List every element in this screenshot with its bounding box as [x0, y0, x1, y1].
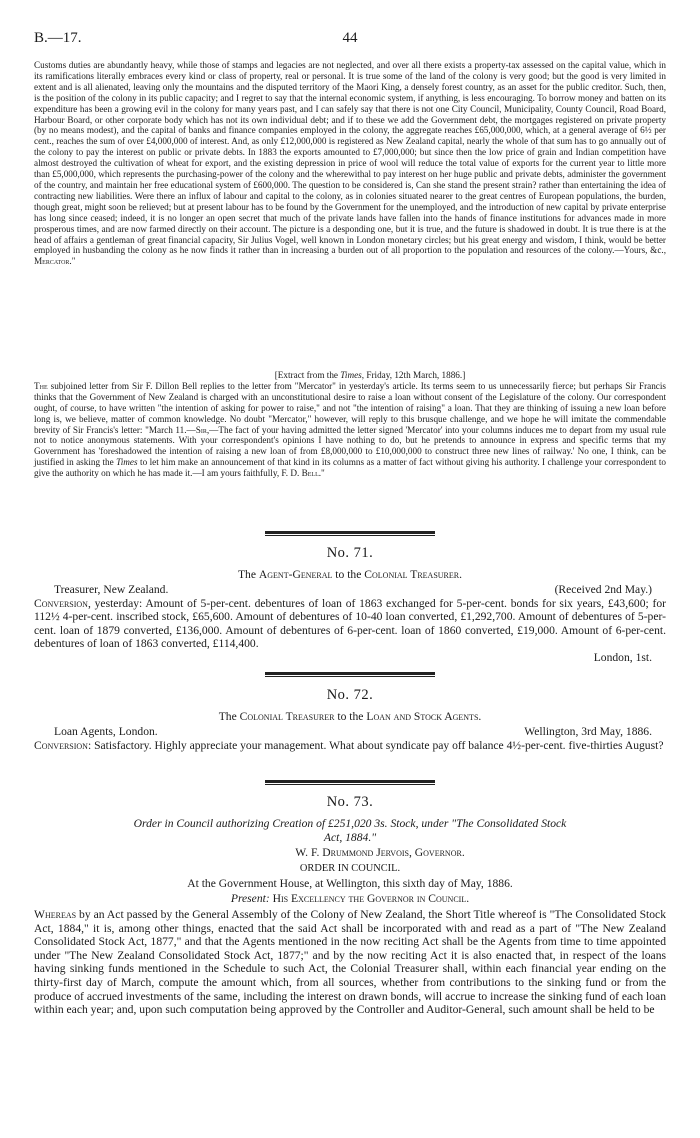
order-title: Order in Council authorizing Creation of £251,020 3s. Stock, under "The Consolidated Stock Act, 1884.": [133, 817, 567, 844]
section-divider: [265, 780, 435, 783]
letter-71-body: [34, 583, 666, 665]
governor-name: W. F. Drummond Jervois, Governor.: [295, 846, 465, 859]
section-divider: [265, 672, 435, 675]
order-present: Present: His Excellency the Governor in Council.: [230, 892, 470, 905]
order-in-council-heading: ORDER IN COUNCIL.: [299, 863, 401, 874]
letter-71-heading: The Agent-General to the Colonial Treasurer.: [237, 568, 463, 581]
letter-72-text: Conversion: Satisfactory. Highly appreciate your management. What about syndicate pay off balance 4½-per-cent. five-thirties August?: [34, 738, 664, 752]
times-paragraph: The subjoined letter from Sir F. Dillon Bell replies to the letter from "Mercator" in yesterday's article. Its terms seem to us unnecessarily fierce; but perhaps Sir Francis thinks that the Government of New Zealand is charged with an unconstitutional desire to raise a loan without consent of the Legislature of the colony. Our correspondent ought, of course, to have written "the intention of asking for power to raise," and not "the intention of raising" a loan. That they are thinking of issuing a new loan before long is, we believe, matter of common knowledge. No doubt "Mercator," however, will reply to this brusque challenge, and we hope he will imitate the commendable brevity of Sir Francis's letter: "March 11.—Sir,—The fact of your having admitted the letter signed 'Mercator' into your columns induces me to depart from my usual rule not to notice anonymous statements. With your correspondent's opinions I have nothing to do, but he pretends to announce in express and specific terms that my Government has 'foreshadowed the intention of raising a new loan of from £8,000,000 to £10,000,000 to construct three new lines of railway.' No one, I think, can be justified in asking the Times to let him make an announcement of that kind in its columns as a matter of fact without giving his authority. I challenge your correspondent to give the authority on which he has made it.—I am yours faithfully, F. D. Bell.": [34, 380, 666, 479]
letter-72-heading: The Colonial Treasurer to the Loan and Stock Agents.: [218, 710, 482, 723]
mercator-letter: [34, 60, 666, 267]
letter-72-date: Wellington, 3rd May, 1886.: [524, 725, 652, 738]
times-source-line: [Extract from the Times, Friday, 12th March, 1886.]: [274, 370, 466, 380]
mercator-paragraph: Customs duties are abundantly heavy, while those of stamps and legacies are not neglected, and over all there exists a property-tax assessed on the capital value, which in its ramifications literally embraces every kind or class of property, real or personal. It is true some of the land of the colony is very good; but the good is very limited in extent and is all alienated, leaving only the mountains and the disputed territory of the Maori King, a densely forest country, as an asset for the public creditor. Such, then, is the position of the colony in its public capacity; and I regret to say that the internal economic system, if anything, is less encouraging. To borrow money and batten on its expenditure has been a growing evil in the colony for many years past, and I can safely say that there is not one City Council, Municipality, County Council, Road Board, Harbour Board, or other corporate body which has not its own individual debt; and if to these we add the Government debt, the mortgages registered on private property (by no means modest), and the capital of banks and finance companies employed in the colony, the aggregate reaches £65,000,000, which, at a general average of 6½ per cent., reaches the sum of over £4,000,000 of interest. And, as only £12,000,000 is registered as New Zealand capital, nearly the whole of that sum has to go annually out of the colony to pay the interest on public or private debts. In 1883 the exports amounted to £7,000,000; but since then the low price of grain and Indian competition have almost destroyed the cultivation of wheat for export, and the existing depression in price of wool will reduce the total value of exports for the current year to little more than £5,000,000, which represents the purchasing-power of the colony and the wherewithal to pay interest on her huge public and private debts, administer the government of the country, and maintain her free educational system of £600,000. The question to be considered is, Can she stand the present strain? rather than entertaining the idea of contracting new liabilities. Were there an influx of labour and capital to the colony, as in colonies situated nearer to the great centres of European populations, the burden, though great, might soon be relieved; but at present labour has to be found by the Government for the unemployed, and the introduction of new capital by private enterprise has long since ceased; indeed, it is no longer an open secret that much of the private lands have fallen into the hands of finance institutions for advances made in more prosperous times, and are now farmed directly on their account. The picture is a desponding one, but it is true, and the future is shadowed in doubt. It is true there is at the head of affairs a gentleman of great financial capacity, Sir Julius Vogel, well known in London monetary circles; but his great energy and wisdom, I think, would be better employed in husbanding the colony as he now finds it rather than in increasing a burden out of all proportion to the population and resources of the colony.—Yours, &c., Mercator.": [34, 60, 666, 267]
page-header: [34, 30, 666, 52]
section-divider: [265, 531, 435, 534]
letter-number-71: No. 71.: [326, 545, 374, 561]
document-reference: B.—17.: [34, 30, 82, 46]
letter-71-text: Conversion, yesterday: Amount of 5-per-cent. debentures of loan of 1863 exchanged for 5-per-cent. bonds for six years, £43,600; for 112½ 4-per-cent. inscribed stock, £65,600. Amount of debentures of 10-40 loan converted, £1,292,700. Amount of debentures of 5-per-cent. loan of 1879 converted, £136,000. Amount of debentures of 6-per-cent. loan of 1860 converted, £19,000. Amount of 6-per-cent. debentures of loan of 1863 converted, £114,400.: [34, 596, 666, 651]
letter-71-received: (Received 2nd May.): [554, 583, 652, 596]
page-number: 44: [342, 30, 358, 46]
letter-72-addressee: Loan Agents, London.: [54, 725, 158, 738]
order-body: [34, 908, 666, 1017]
times-extract: [34, 370, 666, 479]
letter-71-signoff: London, 1st.: [593, 650, 652, 664]
letter-number-73: No. 73.: [326, 794, 374, 810]
letter-number-72: No. 72.: [326, 687, 374, 703]
mercator-signature: Mercator.: [34, 256, 72, 267]
order-whereas-paragraph: Whereas by an Act passed by the General Assembly of the Colony of New Zealand, the Short Title whereof is "The Consolidated Stock Act, 1884," it is, among other things, enacted that the said Act shall be incorporated with and read as a part of "The New Zealand Consolidated Stock Act, 1877," and that the Agents mentioned in the now reciting Act shall be the Agents from time to time appointed under "The New Zealand Consolidated Stock Act, 1877;" and by the now reciting Act it is also enacted that, in respect of the loans having sinking funds mentioned in the Schedule to such Act, the Colonial Treasurer shall, within each financial year ending on the thirty-first day of March, compute the amount which, from all sources, whether from contributions to the sinking fund or from the produce of accrued investments of the same, including the interest on drawn bonds, will accrue to increase the sinking fund of each loan within each year; and, upon such computation being approved by the Controller and Auditor-General, such amount shall be held to be: [34, 908, 666, 1017]
letter-72-body: [34, 725, 666, 752]
order-place-date: At the Government House, at Wellington, this sixth day of May, 1886.: [187, 877, 513, 890]
letter-71-addressee: Treasurer, New Zealand.: [54, 583, 169, 596]
